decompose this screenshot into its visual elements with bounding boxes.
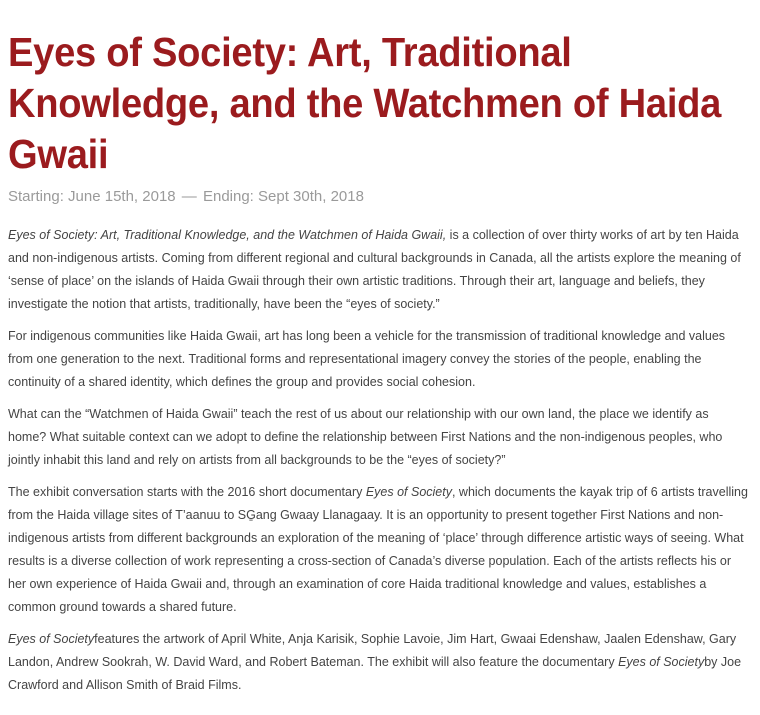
end-date: Ending: Sept 30th, 2018 — [202, 188, 364, 205]
paragraph-tradition: For indigenous communities like Haida Gwaii, art has long been a vehicle for the transmission of traditional knowledge and values from one generation to the next. Traditional forms and representational imagery convey the stories of the people, enabling the continuity of a shared identity, which defines the group and provides social cohesion. — [8, 329, 726, 389]
paragraph-documentary — [8, 481, 750, 619]
start-date: Starting: June 15th, 2018 — [8, 188, 176, 205]
paragraph-artists — [8, 628, 750, 697]
paragraph-documentary-after: , which documents the kayak trip of 6 artists travelling from the Haida village sites of T’aanuu to SG̱ang Gwaay Llanagaay. It is an opportunity to present together First Nations and non-indigenous artists from different backgrounds an exploration of the meaning of ‘place’ through difference artistic ways of seeing. What results is a diverse collection of work representing a cross-section of Canada’s diverse population. Each of the artists reflects his or her own experience of Haida Gwaii and, through an examination of core Haida traditional knowledge and values, establishes a common ground towards a shared future. — [8, 485, 748, 614]
paragraph-intro — [8, 224, 750, 316]
documentary-title-italic-2: Eyes of Society — [618, 655, 705, 669]
page-title: Eyes of Society: Art, Traditional Knowledge, and the Watchmen of Haida Gwaii — [8, 29, 722, 177]
paragraph-intro-text: is a collection of over thirty works of art by ten Haida and non-indigenous artists. Coming from different regional and cultural backgrounds in Canada, all the artists explore the meaning of ‘sense of place’ on the islands of Haida Gwaii through their own artistic traditions. Through their art, language and beliefs, they investigate the notion that artists, traditionally, have been the “eyes of society.” — [8, 228, 741, 311]
exhibition-dates — [8, 187, 750, 207]
paragraph-artists-text: features the artwork of April White, Anja Karisik, Sophie Lavoie, Jim Hart, Gwaai Edenshaw, Jaalen Edenshaw, Gary Landon, Andrew Sookrah, W. David Ward, and Robert Bateman. The exhibit will also feature the documentary — [8, 632, 737, 669]
paragraph-questions: What can the “Watchmen of Haida Gwaii” teach the rest of us about our relationship with our own land, the place we identify as home? What suitable context can we adopt to define the relationship between First Nations and the non-indigenous peoples, who jointly inhabit this land and rely on artists from all backgrounds to be the “eyes of society?” — [8, 407, 723, 467]
date-separator: — — [181, 188, 197, 205]
paragraph-documentary-before: The exhibit conversation starts with the 2016 short documentary — [8, 485, 366, 499]
documentary-title-italic: Eyes of Society — [365, 485, 452, 499]
exhibition-description — [8, 224, 750, 697]
paragraph-artists-credit: by Joe Crawford and Allison Smith of Braid Films. — [8, 655, 742, 692]
exhibition-title-italic: Eyes of Society — [8, 632, 95, 646]
exhibition-name-italic: Eyes of Society: Art, Traditional Knowledge, and the Watchmen of Haida Gwaii, — [8, 228, 447, 242]
